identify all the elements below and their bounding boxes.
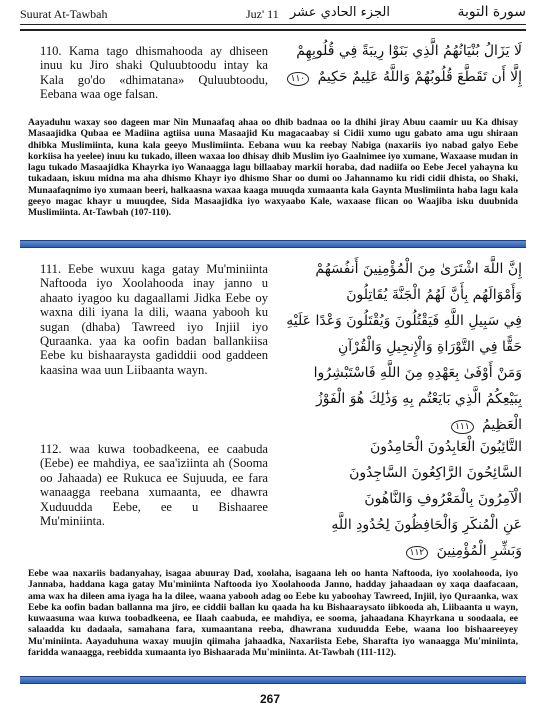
juz-label: Juz' 11 <box>246 7 279 21</box>
verse-112-arabic <box>282 434 522 564</box>
arabic-line: وَمَنْ أَوْفَىٰ بِعَهْدِهِ مِنَ اللَّهِ فَاسْتَبْشِرُوا <box>313 365 522 381</box>
ayah-number: ١١٠ <box>287 72 310 86</box>
page-number: 267 <box>259 692 281 706</box>
arabic-line: إِلَّا أَن تَقَطَّعَ قُلُوبُهُمْ وَاللَّهُ عَلِيمٌ حَكِيمٌ ١١٠ <box>282 64 522 90</box>
arabic-line: السَّائِحُونَ الرَّاكِعُونَ السَّاجِدُونَ <box>349 465 522 481</box>
verse-111-arabic <box>282 256 522 438</box>
verse-110-text: 110. Kama tago dhismahooda ay dhiseen inuu ku Jiro shaki Quluubtoodu intay ka Kala go'do «dhimatana» Quluubtoodu, Eebana waa oge falsan. <box>40 44 268 102</box>
footer-divider <box>20 676 526 684</box>
arabic-line: الْآمِرُونَ بِالْمَعْرُوفِ وَالنَّاهُونَ <box>364 491 522 507</box>
arabic-line: عَنِ الْمُنكَرِ وَالْحَافِظُونَ لِحُدُودِ اللَّهِ <box>331 517 522 533</box>
commentary-107-110: Aayaduhu waxay soo dageen mar Nin Munaafaq ahaa oo dhib badnaa oo la dhihi jiray Abuu caamir uu Ka dhisay Masaajidka Qubaa ee Madiina agtiisa uuna Masaajid Ku magacaabay si Cidii xumo ugu gabato ama ugu shiraan dhibka Muslimiinta, kuna kala geeyo Muslimiinta. Eebana wuu ka reebay Nabiga (naxariis iyo nabad galyo Eebe korkiisa ha yeelee) inuu ku tukado, illeen waxaa loo dhisay dhib Muslim iyo Gaalnimee iyo xumane, Waxaase mudan in lagu tukado Masaajidka Khayrka iyo Wanaagga lagu billaabay markii horaba, dad nadiifa oo Eebe Jecel yahayna ku tukadaan, iskuu midna ma aha dhismo Khayr iyo dhismo Shar oo dumi oo Jahannamo ku ridi cidii dhista, oo Shaki, Munaafaqnimo iyo xumaan beeri, halkaasna waxaa kaaga muuqda xumaanta kala Gaynta Muslimiinta haba lagu kala geeyo magac khayr u muuqdee, Sida Masaajidka iyo waxyaabo Kale, waxaase fiican oo Waajiba isku duubnida Muslimiinta. At-Tawbah (107-110). <box>28 117 518 219</box>
surah-arabic: سورة التوبة <box>457 4 526 20</box>
verse-111-text: 111. Eebe wuxuu kaga gatay Mu'miniinta Naftooda iyo Xoolahooda inay janno u ahaato iyagoo ku dagaallami Jidka Eebe oy waxna dili iyana la dili, waana yabooh ku sugan (dhaba) Tawreed iyo Injiil iyo Quraanka. yaa ka oofin badan ballankiisa Eebe ku bishaaraysta gadiddii ood gaddeen kaasina waa uun Liibaanta wayn. <box>40 262 268 377</box>
ayah-number: ١١٢ <box>406 546 429 560</box>
arabic-line: الْعَظِيمُ ١١١ <box>282 412 522 438</box>
arabic-line: حَقًّا فِي التَّوْرَاةِ وَالْإِنجِيلِ وَالْقُرْآنِ <box>337 339 522 355</box>
arabic-line: فِي سَبِيلِ اللَّهِ فَيَقْتُلُونَ وَيُقْتَلُونَ وَعْدًا عَلَيْهِ <box>286 313 522 329</box>
arabic-line: لَا يَزَالُ بُنْيَانُهُمُ الَّذِي بَنَوْا رِيبَةً فِي قُلُوبِهِمْ <box>296 43 522 59</box>
ayah-number: ١١١ <box>451 420 474 434</box>
verse-112-text: 112. waa kuwa toobadkeena, ee caabuda (Eebe) ee mahdiya, ee saa'iziinta ah (Sooma oo Jahaada) ee Rukuca ee Sujuuda, ee fara wanaagga reebana xumaanta, ee dhawra Xuduudda Eebe, ee u Bishaaree Mu'miniinta. <box>40 442 268 529</box>
surah-title: Suurat At-Tawbah <box>20 7 108 21</box>
header-rule <box>20 24 526 31</box>
arabic-line: إِنَّ اللَّهَ اشْتَرَىٰ مِنَ الْمُؤْمِنِينَ أَنفُسَهُمْ <box>315 261 522 277</box>
arabic-line: التَّائِبُونَ الْعَابِدُونَ الْحَامِدُونَ <box>370 439 522 455</box>
commentary-111-112: Eebe waa naxariis badanyahay, isagaa abuuray Dad, xoolaha, isagaana leh oo hanta Naftooda, iyo xoolahooda, iyo Jannaba, haddana kaga gatay Mu'miniinta Naftooda iyo Xoolahooda Janno, hadday jahaadaan oy xaqa daafacaan, ama wax ha dileen ama iyaga ha la dilee, waana yabooh adag oo Eebe ku yaboohay Tawreed, Injiil, iyo Quraanka, wax Eebe ka oofin badan ballanna ma jiro, ee ciddii ballan ku qaada ha ku Bishaaraysato iibkooda ah, Liibaanta u wayn, kuwaasuna waa kuwa toobadkeena, ee Ilaah caabuda, ee mahdiya, ee sooma, jahaadana Khayrkana u soodaala, ee salaadda ku dadaala, samahana fara, xumaantana reeba, dhawrana xuduudda Eebe, waana loo bishaareeyey Mu'miniinta. Aayaduhuna waxay muujin qiimaha jahaadka, Naxariista Eebe, Sharafta iyo wanaagga Mu'miniinta, faridda wanaagga, reebidda xumaanta iyo Bishaarada Mu'miniinta. At-Tawbah (111-112). <box>28 568 518 659</box>
page-header <box>20 4 526 26</box>
arabic-line: بِبَيْعِكُمُ الَّذِي بَايَعْتُم بِهِ وَذَٰلِكَ هُوَ الْفَوْزُ <box>316 391 522 407</box>
juz-arabic: الجزء الحادي عشر <box>290 5 390 20</box>
arabic-line: وَبَشِّرِ الْمُؤْمِنِينَ ١١٢ <box>282 538 522 564</box>
section-divider <box>20 240 526 248</box>
arabic-line: وَأَمْوَالَهُم بِأَنَّ لَهُمُ الْجَنَّةَ يُقَاتِلُونَ <box>346 287 522 303</box>
verse-110-arabic <box>282 38 522 90</box>
